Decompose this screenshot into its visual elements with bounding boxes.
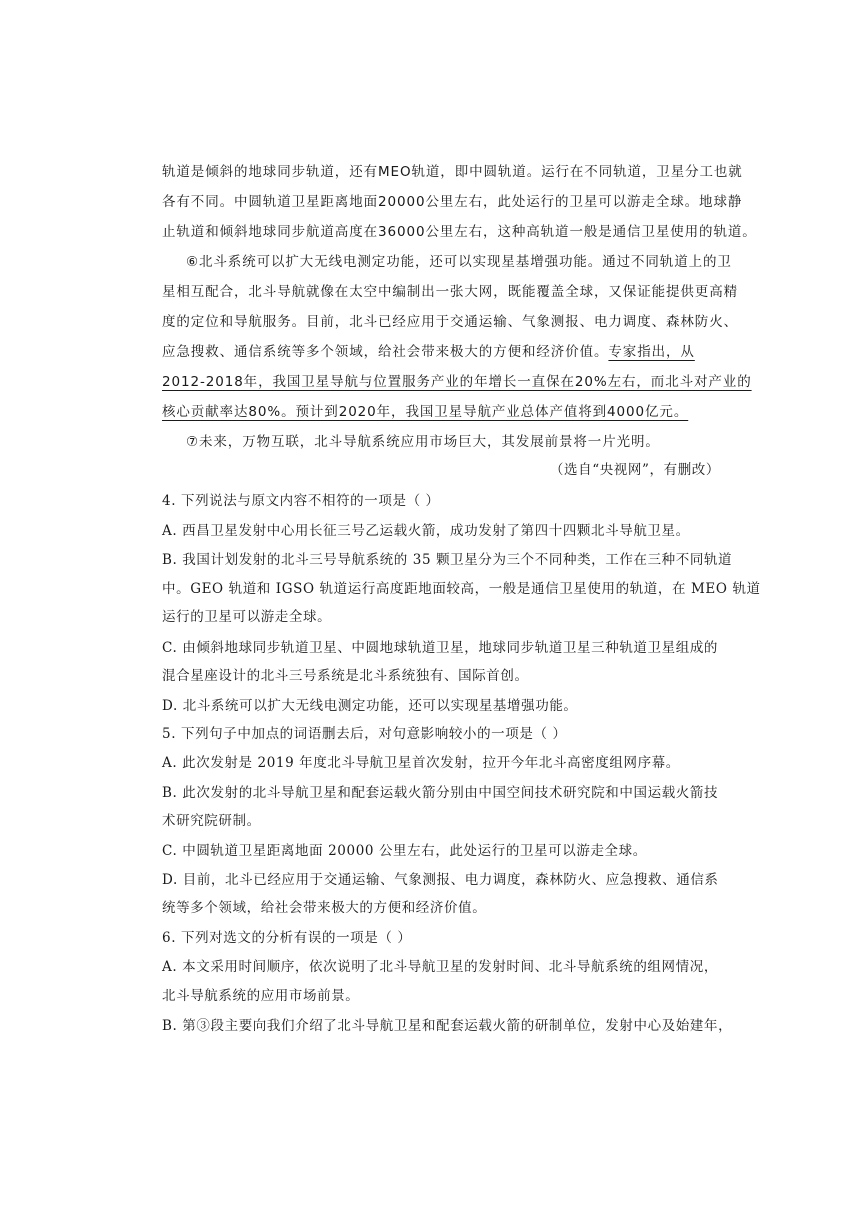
- question-4-option-c: C. 由倾斜地球同步轨道卫星、中圆地球轨道卫星，地球同步轨道卫星三种轨道卫星组成的: [162, 640, 719, 656]
- question-4-option-b-cont: 运行的卫星可以游走全球。: [162, 609, 332, 625]
- question-5-stem: 5. 下列句子中加点的词语删去后，对句意影响较小的一项是（ ）: [162, 726, 567, 742]
- passage-paragraph-7: ⑦未来，万物互联，北斗导航系统应用市场巨大，其发展前景将一片光明。: [186, 434, 660, 450]
- question-5-option-b: B. 此次发射的北斗导航卫星和配套运载火箭分别由中国空间技术研究院和中国运载火箭技: [162, 785, 719, 801]
- question-4-option-c-cont: 混合星座设计的北斗三号系统是北斗系统独有、国际首创。: [162, 668, 529, 684]
- question-6-option-a: A. 本文采用时间顺序，依次说明了北斗导航卫星的发射时间、北斗导航系统的组网情况，: [162, 959, 718, 975]
- underlined-expert-quote: 专家指出，从: [608, 344, 695, 360]
- passage-line-underlined: 2012-2018年，我国卫星导航与位置服务产业的年增长一直保在20%左右，而北斗对产业的: [162, 374, 752, 390]
- question-4-option-d: D. 北斗系统可以扩大无线电测定功能，还可以实现星基增强功能。: [162, 698, 578, 714]
- question-4-option-b-cont: 中。GEO 轨道和 IGSO 轨道运行高度距地面较高，一般是通信卫星使用的轨道，在 MEO 轨道: [162, 581, 761, 597]
- passage-paragraph-6: ⑥北斗系统可以扩大无线电测定功能，还可以实现星基增强功能。通过不同轨道上的卫: [186, 254, 732, 270]
- question-4-stem: 4. 下列说法与原文内容不相符的一项是（ ）: [162, 493, 440, 509]
- question-5-option-d-cont: 统等多个领域，给社会带来极大的方便和经济价值。: [162, 900, 487, 916]
- question-4-option-a: A. 西昌卫星发射中心用长征三号乙运载火箭，成功发射了第四十四颗北斗导航卫星。: [162, 523, 690, 539]
- question-5-option-b-cont: 术研究院研制。: [162, 813, 261, 829]
- question-5-option-d: D. 目前，北斗已经应用于交通运输、气象测报、电力调度，森林防火、应急搜救、通信系: [162, 872, 719, 888]
- question-4-option-b: B. 我国计划发射的北斗三号导航系统的 35 颗卫星分为三个不同种类，工作在三种不同轨道: [162, 552, 733, 568]
- passage-line: 止轨道和倾斜地球同步航道高度在36000公里左右，这种高轨道一般是通信卫星使用的轨道。: [162, 224, 757, 240]
- question-6-option-b: B. 第③段主要向我们介绍了北斗导航卫星和配套运载火箭的研制单位，发射中心及始建年，: [162, 1018, 733, 1034]
- source-citation: （选自“央视网”，有删改）: [549, 462, 720, 478]
- passage-line: 星相互配合，北斗导航就像在太空中编制出一张大网，既能覆盖全球，又保证能提供更高精: [162, 284, 738, 300]
- passage-line: [162, 342, 732, 362]
- passage-line-text: 应急搜救、通信系统等多个领域，给社会带来极大的方便和经济价值。: [162, 344, 609, 360]
- passage-line-underlined: 核心贡献率达80%。预计到2020年，我国卫星导航产业总体产值将到4000亿元。: [162, 404, 689, 420]
- question-5-option-a: A. 此次发射是 2019 年度北斗导航卫星首次发射，拉开今年北斗高密度组网序幕。: [162, 755, 680, 771]
- question-6-stem: 6. 下列对选文的分析有误的一项是（ ）: [162, 930, 412, 946]
- passage-line: 度的定位和导航服务。目前，北斗已经应用于交通运输、气象测报、电力调度、森林防火、: [162, 314, 738, 330]
- passage-line: 各有不同。中圆轨道卫星距离地面20000公里左右，此处运行的卫星可以游走全球。地球静: [162, 194, 743, 210]
- passage-line: 轨道是倾斜的地球同步轨道，还有MEO轨道，即中圆轨道。运行在不同轨道，卫星分工也就: [162, 164, 743, 180]
- question-5-option-c: C. 中圆轨道卫星距离地面 20000 公里左右，此处运行的卫星可以游走全球。: [162, 843, 647, 859]
- question-6-option-a-cont: 北斗导航系统的应用市场前景。: [162, 988, 360, 1004]
